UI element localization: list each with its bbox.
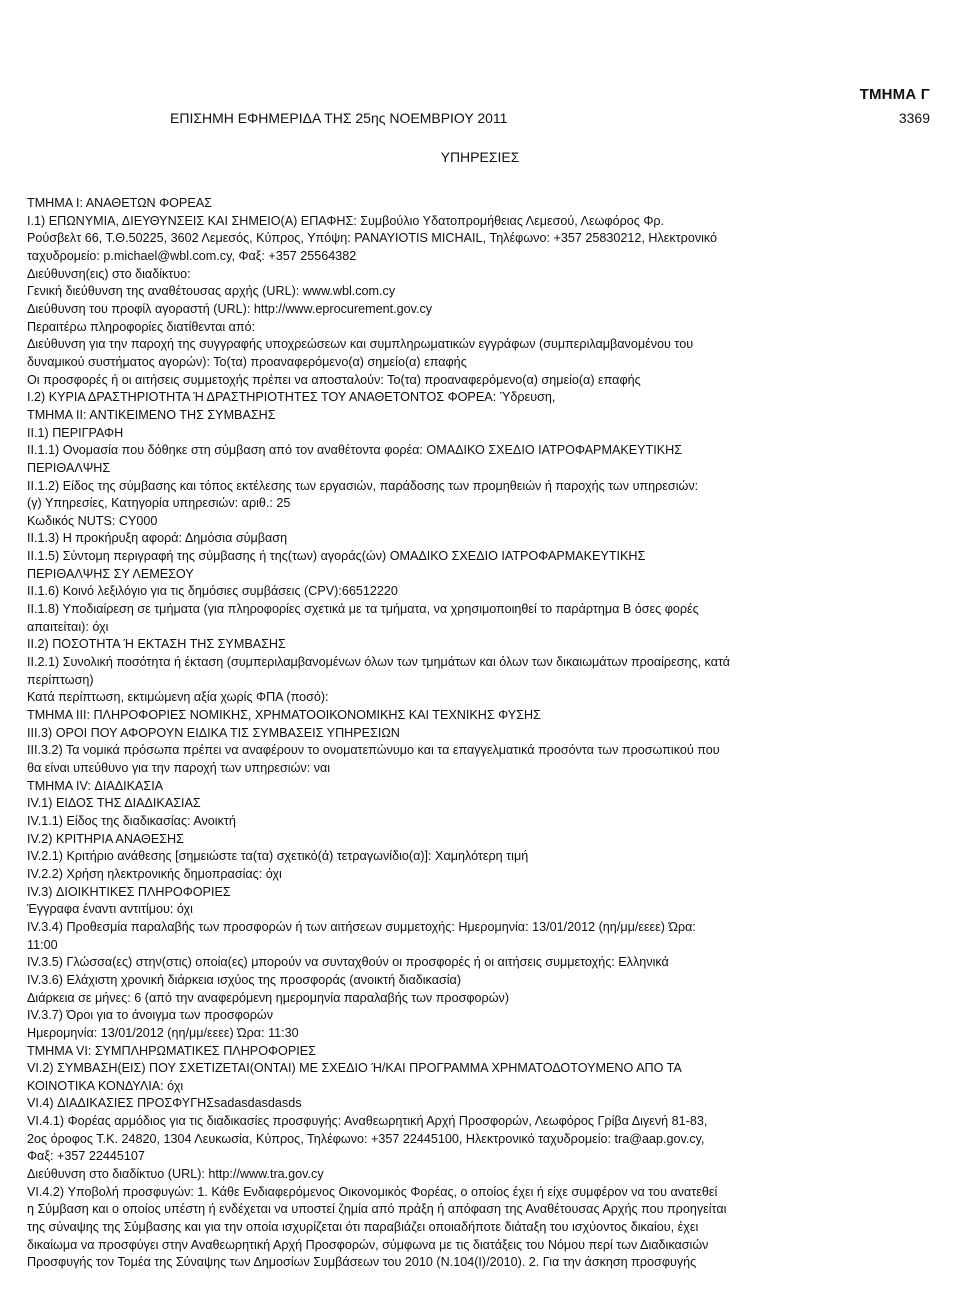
text-line: Ι.2) ΚΥΡΙΑ ΔΡΑΣΤΗΡΙΟΤΗΤΑ Ή ΔΡΑΣΤΗΡΙΟΤΗΤΕΣ ΤΟΥ ΑΝΑΘΕΤΟΝΤΟΣ ΦΟΡΕΑ: Ύδρευση,	[27, 390, 556, 405]
text-line: IV.2) ΚΡΙΤΗΡΙΑ ΑΝΑΘΕΣΗΣ	[27, 831, 184, 846]
text-line: IV.3.5) Γλώσσα(ες) στην(στις) οποία(ες) μπορούν να συνταχθούν οι προσφορές ή οι αιτήσεις συμμετοχής: Ελληνικά	[27, 955, 669, 970]
text-line: η Σύμβαση και ο οποίος υπέστη ή ενδέχεται να υποστεί ζημία από πράξη ή απόφαση της Αναθέτουσας Αρχής που προηγείται	[27, 1202, 727, 1217]
text-line: ΤΜΗΜΑ IV: ΔΙΑΔΙΚΑΣΙΑ	[27, 778, 164, 793]
section-label: ΤΜΗΜΑ Γ	[859, 86, 930, 103]
text-line: ΙΙ.1.5) Σύντομη περιγραφή της σύμβασης ή της(των) αγοράς(ών) ΟΜΑΔΙΚΟ ΣΧΕΔΙΟ ΙΑΤΡΟΦΑΡΜΑΚΕΥΤΙΚΗΣ	[27, 549, 646, 564]
text-line: Κωδικός NUTS: CY000	[27, 513, 158, 528]
text-line: ΙΙ.1.2) Είδος της σύμβασης και τόπος εκτέλεσης των εργασιών, παράδοσης των προμηθειών ή παροχής των υπηρεσιών:	[27, 478, 699, 493]
text-line: IV.3) ΔΙΟΙΚΗΤΙΚΕΣ ΠΛΗΡΟΦΟΡΙΕΣ	[27, 884, 231, 899]
text-line: 2ος όροφος Τ.Κ. 24820, 1304 Λευκωσία, Κύπρος, Τηλέφωνο: +357 22445100, Ηλεκτρονικό ταχυδρομείο: tra@aap.gov.cy,	[27, 1131, 705, 1146]
text-line: ΙΙΙ.3) ΟΡΟΙ ΠΟΥ ΑΦΟΡΟΥΝ ΕΙΔΙΚΑ ΤΙΣ ΣΥΜΒΑΣΕΙΣ ΥΠΗΡΕΣΙΩΝ	[27, 725, 400, 740]
text-line: IV.2.2) Χρήση ηλεκτρονικής δημοπρασίας: όχι	[27, 866, 282, 881]
text-line: Διεύθυνση για την παροχή της συγγραφής υποχρεώσεων και συμπληρωματικών εγγράφων (συμπεριλαμβανομένου του	[27, 337, 694, 352]
category-heading: ΥΠΗΡΕΣΙΕΣ	[440, 149, 520, 165]
text-line: θα είναι υπεύθυνο για την παροχή των υπηρεσιών: ναι	[27, 761, 331, 775]
text-line: Ημερομηνία: 13/01/2012 (ηη/μμ/εεεε) Ώρα: 11:30	[27, 1025, 299, 1040]
text-line: ΙΙ.2.1) Συνολική ποσότητα ή έκταση (συμπεριλαμβανομένων όλων των τμημάτων και όλων των δικαιωμάτων προαίρεσης, κατά	[27, 655, 731, 670]
text-line: ΤΜΗΜΑ Ι: ΑΝΑΘΕΤΩΝ ΦΟΡΕΑΣ	[27, 196, 212, 210]
text-line: ΚΟΙΝΟΤΙΚΑ ΚΟΝΔΥΛΙΑ: όχι	[27, 1078, 184, 1093]
text-line: Περαιτέρω πληροφορίες διατίθενται από:	[27, 319, 256, 334]
page-number: 3369	[898, 110, 930, 126]
gazette-title: ΕΠΙΣΗΜΗ ΕΦΗΜΕΡΙΔΑ ΤΗΣ 25ης ΝΟΕΜΒΡΙΟΥ 2011	[170, 110, 508, 126]
text-line: ΙΙ.1.8) Υποδιαίρεση σε τμήματα (για πληροφορίες σχετικά με τα τμήματα, να χρησιμοποιηθεί το παράρτημα Β όσες φορές	[27, 602, 699, 617]
text-line: Έγγραφα έναντι αντιτίμου: όχι	[27, 902, 193, 917]
text-line: ΙΙ.1.1) Ονομασία που δόθηκε στη σύμβαση από τον αναθέτοντα φορέα: ΟΜΑΔΙΚΟ ΣΧΕΔΙΟ ΙΑΤΡΟΦΑΡΜΑΚΕΥΤΙΚΗΣ	[27, 443, 683, 458]
text-line: ΤΜΗΜΑ ΙΙ: ΑΝΤΙΚΕΙΜΕΝΟ ΤΗΣ ΣΥΜΒΑΣΗΣ	[27, 407, 276, 422]
text-line: δυναμικού συστήματος αγορών): Το(τα) προαναφερόμενο(α) σημείο(α) επαφής	[27, 354, 467, 369]
text-line: ΙΙ.2) ΠΟΣΟΤΗΤΑ Ή ΕΚΤΑΣΗ ΤΗΣ ΣΥΜΒΑΣΗΣ	[27, 637, 286, 652]
text-line: ταχυδρομείο: p.michael@wbl.com.cy, Φαξ: +357 25564382	[27, 248, 357, 263]
text-line: VI.4.1) Φορέας αρμόδιος για τις διαδικασίες προσφυγής: Αναθεωρητική Αρχή Προσφορών, Λεωφόρος Γρίβα Διγενή 81-83,	[27, 1114, 708, 1129]
text-line: Γενική διεύθυνση της αναθέτουσας αρχής (URL): www.wbl.com.cy	[27, 284, 396, 299]
text-line: Διεύθυνση του προφίλ αγοραστή (URL): http://www.eprocurement.gov.cy	[27, 301, 433, 316]
text-line: ΠΕΡΙΘΑΛΨΗΣ	[27, 460, 111, 475]
text-line: IV.3.4) Προθεσμία παραλαβής των προσφορών ή των αιτήσεων συμμετοχής: Ημερομηνία: 13/01/2012 (ηη/μμ/εεεε) Ώρα:	[27, 919, 696, 934]
text-line: περίπτωση)	[27, 672, 94, 687]
text-line: Ρούσβελτ 66, Τ.Θ.50225, 3602 Λεμεσός, Κύπρος, Υπόψη: PANAYIOTIS MICHAIL, Τηλέφωνο: +357 25830212, Ηλεκτρονικό	[27, 231, 718, 246]
text-line: απαιτείται): όχι	[27, 619, 109, 634]
text-line: (γ) Υπηρεσίες, Κατηγορία υπηρεσιών: αριθ.: 25	[27, 496, 291, 511]
text-line: Φαξ: +357 22445107	[27, 1149, 145, 1164]
text-line: δικαίωμα να προσφύγει στην Αναθεωρητική Αρχή Προσφορών, σύμφωνα με τις διατάξεις του Νόμου περί των Διαδικασιών	[27, 1237, 709, 1252]
text-line: ΙΙ.1.3) Η προκήρυξη αφορά: Δημόσια σύμβαση	[27, 531, 288, 546]
text-line: VI.2) ΣΥΜΒΑΣΗ(ΕΙΣ) ΠΟΥ ΣΧΕΤΙΖΕΤΑΙ(ΟΝΤΑΙ) ΜΕ ΣΧΕΔΙΟ Ή/ΚΑΙ ΠΡΟΓΡΑΜΜΑ ΧΡΗΜΑΤΟΔΟΤΟΥΜΕΝΟ ΑΠΟ ΤΑ	[27, 1061, 682, 1076]
notice-body	[27, 195, 939, 1272]
text-line: ΤΜΗΜΑ ΙΙΙ: ΠΛΗΡΟΦΟΡΙΕΣ ΝΟΜΙΚΗΣ, ΧΡΗΜΑΤΟΟΙΚΟΝΟΜΙΚΗΣ ΚΑΙ ΤΕΧΝΙΚΗΣ ΦΥΣΗΣ	[27, 708, 541, 723]
text-line: Οι προσφορές ή οι αιτήσεις συμμετοχής πρέπει να αποσταλούν: Το(τα) προαναφερόμενο(α) σημείο(α) επαφής	[27, 372, 641, 387]
text-line: 11:00	[27, 937, 58, 952]
text-line: IV.3.7) Όροι για το άνοιγμα των προσφορών	[27, 1008, 274, 1023]
text-line: IV.1) ΕΙΔΟΣ ΤΗΣ ΔΙΑΔΙΚΑΣΙΑΣ	[27, 796, 201, 811]
text-line: Διάρκεια σε μήνες: 6 (από την αναφερόμενη ημερομηνία παραλαβής των προσφορών)	[27, 990, 510, 1005]
text-line: Προσφυγής τον Τομέα της Σύναψης των Δημοσίων Συμβάσεων του 2010 (Ν.104(Ι)/2010). 2. Για την άσκηση προσφυγής	[27, 1255, 697, 1270]
text-line: Ι.1) ΕΠΩΝΥΜΙΑ, ΔΙΕΥΘΥΝΣΕΙΣ ΚΑΙ ΣΗΜΕΙΟ(Α) ΕΠΑΦΗΣ: Συμβούλιο Υδατοπρομήθειας Λεμεσού, Λεωφόρος Φρ.	[27, 213, 665, 228]
text-line: Διεύθυνση στο διαδίκτυο (URL): http://www.tra.gov.cy	[27, 1167, 324, 1182]
text-line: IV.1.1) Είδος της διαδικασίας: Ανοικτή	[27, 813, 236, 828]
text-line: IV.2.1) Κριτήριο ανάθεσης [σημειώστε τα(τα) σχετικό(ά) τετραγωνίδιο(α)]: Χαμηλότερη τιμή	[27, 849, 529, 864]
text-line: της σύναψης της Σύμβασης και για την οποία ισχυρίζεται ότι παραβιάζει οποιαδήποτε διάταξη του ισχύοντος δικαίου, έχει	[27, 1220, 699, 1235]
text-line: ΙΙΙ.3.2) Τα νομικά πρόσωπα πρέπει να αναφέρουν το ονοματεπώνυμο και τα επαγγελματικά προσόντα των προσωπικού που	[27, 743, 720, 758]
text-line: Διεύθυνση(εις) στο διαδίκτυο:	[27, 266, 191, 281]
text-line: ΙΙ.1) ΠΕΡΙΓΡΑΦΗ	[27, 425, 124, 440]
text-line: ΤΜΗΜΑ VI: ΣΥΜΠΛΗΡΩΜΑΤΙΚΕΣ ΠΛΗΡΟΦΟΡΙΕΣ	[27, 1043, 316, 1058]
text-line: ΠΕΡΙΘΑΛΨΗΣ ΣΥ ΛΕΜΕΣΟΥ	[27, 566, 194, 581]
text-line: VI.4) ΔΙΑΔΙΚΑΣΙΕΣ ΠΡΟΣΦΥΓΗΣsadasdasdasds	[27, 1096, 302, 1111]
text-line: VI.4.2) Υποβολή προσφυγών: 1. Κάθε Ενδιαφερόμενος Οικονομικός Φορέας, ο οποίος έχει ή είχε συμφέρον να του ανατεθεί	[27, 1184, 718, 1199]
text-line: IV.3.6) Ελάχιστη χρονική διάρκεια ισχύος της προσφοράς (ανοικτή διαδικασία)	[27, 972, 462, 987]
text-line: Κατά περίπτωση, εκτιμώμενη αξία χωρίς ΦΠΑ (ποσό):	[27, 690, 329, 705]
text-line: ΙΙ.1.6) Κοινό λεξιλόγιο για τις δημόσιες συμβάσεις (CPV):66512220	[27, 584, 398, 599]
